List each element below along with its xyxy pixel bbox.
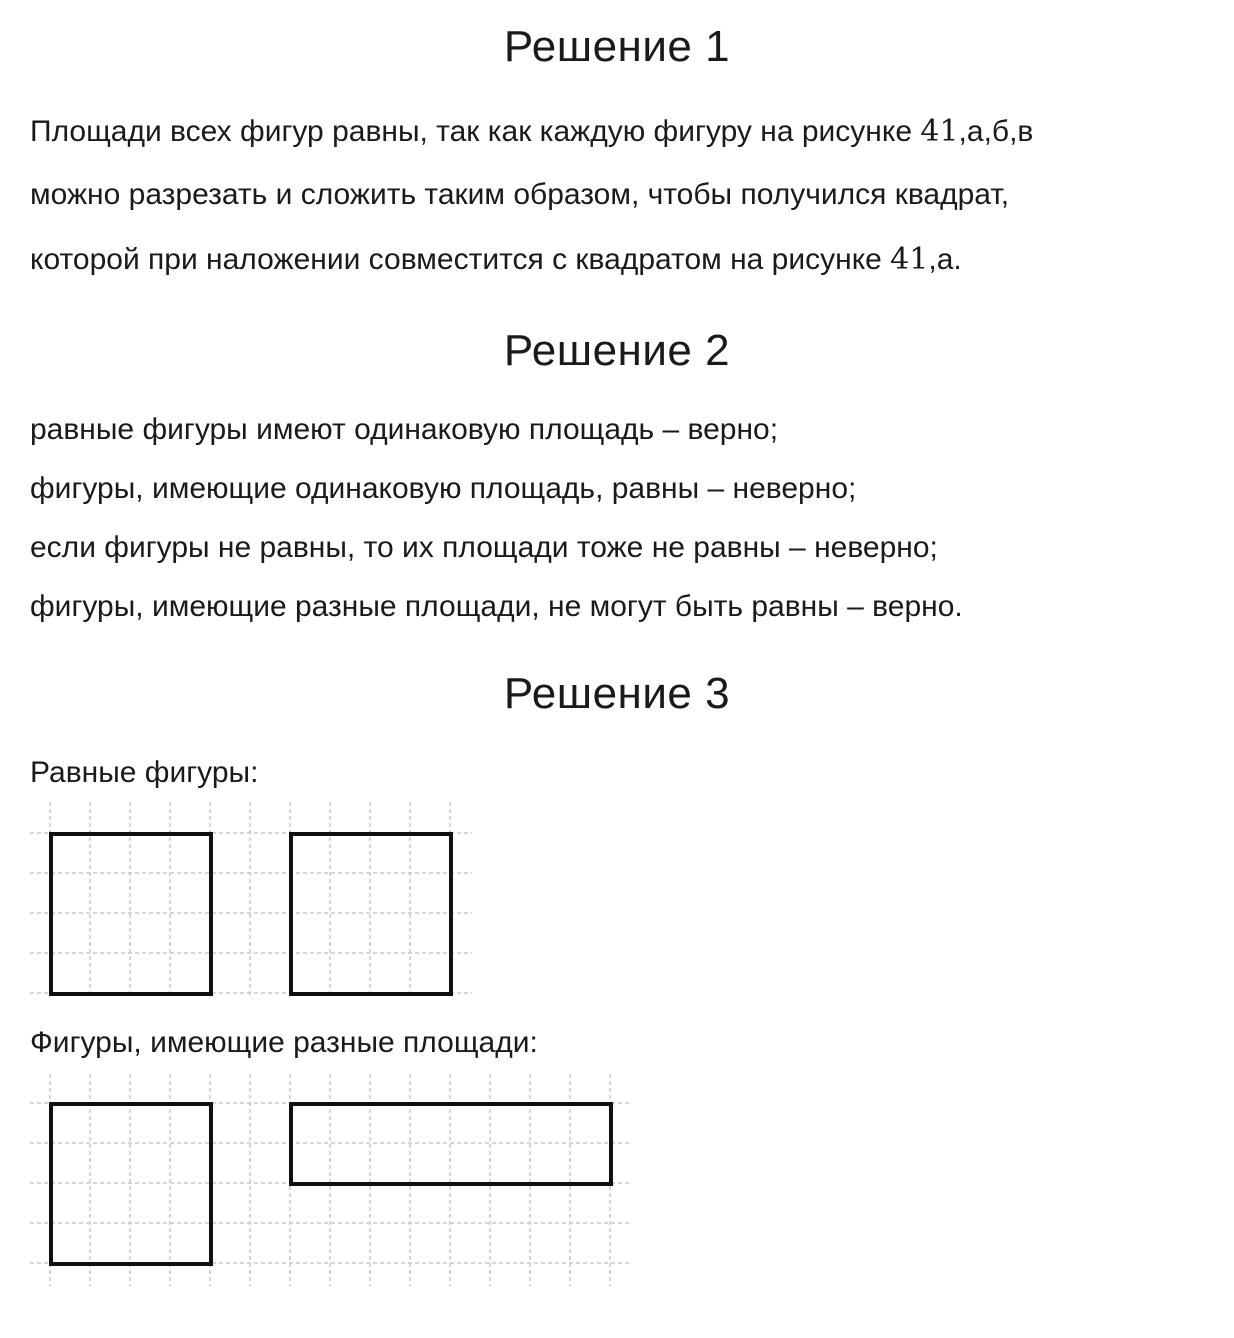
square-figure (51, 1104, 211, 1264)
figure-number: 41 (920, 114, 959, 149)
grid-lines (30, 802, 472, 998)
solution-3-heading: Решение 3 (503, 669, 731, 718)
solution-2-heading: Решение 2 (503, 326, 731, 375)
equal-figures-label: Равные фигуры: (30, 756, 259, 789)
figure-number: 41 (890, 242, 929, 277)
rectangle-figure (291, 1104, 611, 1184)
equal-figures-grid (0, 800, 500, 1000)
solution-1-line-1: Площади всех фигур равны, так как каждую фигуру на рисунке 41,а,б,в (30, 114, 1034, 149)
different-areas-label: Фигуры, имеющие разные площади: (30, 1026, 538, 1059)
statement-4: фигуры, имеющие разные площади, не могут быть равны – верно. (30, 590, 963, 623)
equal-square-2 (291, 834, 451, 994)
solution-1-line-2: можно разрезать и сложить таким образом, чтобы получился квадрат, (30, 178, 1010, 211)
statement-2: фигуры, имеющие одинаковую площадь, равны – неверно; (30, 472, 857, 505)
different-areas-grid (0, 1072, 660, 1292)
statement-3: если фигуры не равны, то их площади тоже не равны – неверно; (30, 531, 938, 564)
equal-square-1 (51, 834, 211, 994)
solution-1-heading: Решение 1 (503, 22, 731, 71)
statement-1: равные фигуры имеют одинаковую площадь – верно; (30, 413, 779, 446)
solution-1-line-3: которой при наложении совместится с квадратом на рисунке 41,а. (30, 242, 962, 277)
